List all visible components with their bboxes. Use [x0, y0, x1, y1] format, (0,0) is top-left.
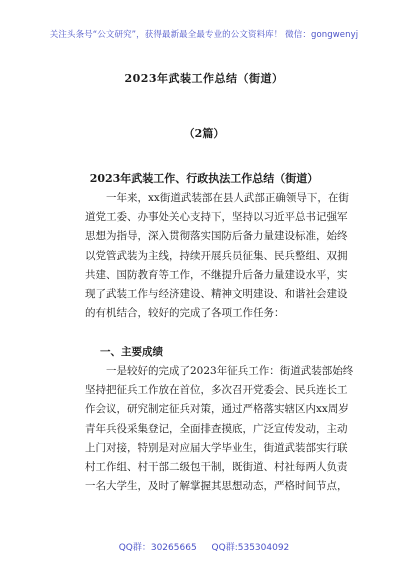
paragraph-line: 一是较好的完成了2023年征兵工作：街道武装部始终 — [106, 365, 354, 377]
part-count-label: （2篇） — [183, 127, 225, 140]
paragraph-line: 青年兵役采集登记，全面排查摸底，广泛宣传发动，主动 — [85, 422, 348, 435]
footer-contact — [0, 540, 408, 553]
paragraph-intro — [85, 189, 349, 323]
paragraph-line: 道党工委、办事处关心支持下，坚持以习近平总书记强军 — [85, 211, 348, 224]
paragraph-line: 的有机结合，较好的完成了各项工作任务： — [85, 307, 285, 320]
paragraph-line: 村工作组、村干部二级包干制，既街道、村社每两人负责 — [85, 461, 348, 474]
document-subtitle: 2023年武装工作、行政执法工作总结（街道） — [89, 172, 319, 185]
paragraph-line: 上门对接，特别是对应届大学毕业生，街道武装部实行联 — [85, 441, 348, 454]
paragraph-line: 共建、国防教育等工作，不继提升后备力量建设水平，实 — [85, 268, 348, 281]
paragraph-line: 一名大学生，及时了解掌握其思想动态，严格时间节点， — [85, 480, 348, 493]
paragraph-line: 思想为指导，深入贯彻落实国防后备力量建设标准，始终 — [85, 230, 348, 243]
paragraph-line: 坚持把征兵工作放在首位，多次召开党委会、民兵连长工 — [85, 384, 348, 397]
paragraph-line: 现了武装工作与经济建设、精神文明建设、和谐社会建设 — [85, 288, 348, 301]
header-banner: 关注头条号“公文研究”，获得最新最全最专业的公文资料库！ 微信：gongwenyj — [49, 30, 359, 40]
document-title: 2023年武装工作总结（街道） — [124, 72, 284, 85]
paragraph-line: 作会议，研究制定征兵对策，通过严格落实辖区内xx周岁 — [85, 403, 349, 416]
paragraph-line: 以党管武装为主线，持续开展兵员征集、民兵整组、双拥 — [85, 249, 348, 262]
paragraph-line: 一年来，xx街道武装部在县人武部正确领导下，在街 — [106, 192, 349, 204]
qq-group-2: QQ群:535304092 — [211, 543, 290, 553]
qq-group-1: QQ群：30265665 — [118, 543, 197, 553]
paragraph-recruitment — [85, 362, 354, 496]
section-heading: 一、主要成绩 — [100, 346, 163, 358]
